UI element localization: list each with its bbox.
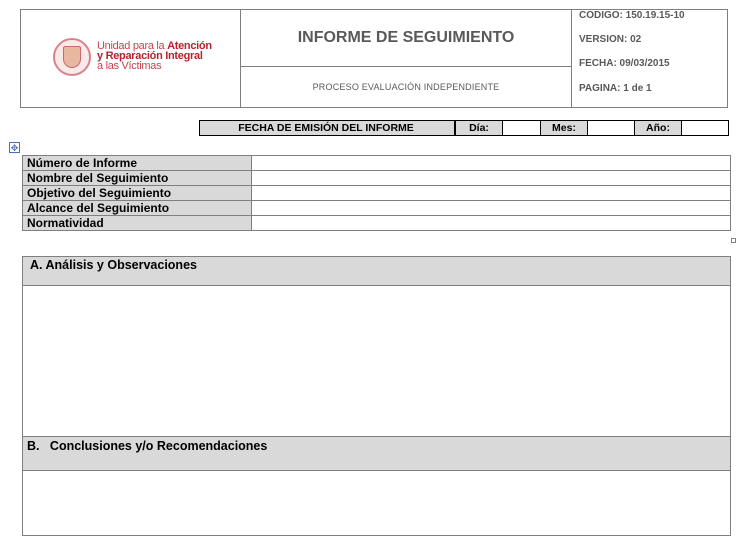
tracking-name-field[interactable] [252,171,731,186]
year-label: Año: [646,122,670,134]
pagina-text: PAGINA: 1 de 1 [579,83,652,94]
tracking-name-label: Nombre del Seguimiento [23,171,252,186]
day-label: Día: [469,122,489,134]
section-a-body[interactable] [23,286,730,436]
table-row [23,216,731,231]
fecha-text: FECHA: 09/03/2015 [579,58,670,69]
tracking-scope-label: Alcance del Seguimiento [23,201,252,216]
regulations-field[interactable] [252,216,731,231]
table-row [23,156,731,171]
logo-line2: y Reparación Integral [97,50,203,62]
table-row [23,186,731,201]
emission-date-label-cell [199,120,455,136]
logo-line1: Unidad para la [97,40,168,52]
table-resize-handle[interactable] [731,238,736,243]
report-number-field[interactable] [252,156,731,171]
month-label: Mes: [552,122,576,134]
logo-line1-bold: Atención [167,40,212,52]
section-conclusions [22,436,731,536]
logo-line3: a las Víctimas [97,60,162,72]
tracking-objective-field[interactable] [252,186,731,201]
year-label-cell [634,120,682,136]
tracking-objective-label: Objetivo del Seguimiento [23,186,252,201]
emblem-shield [63,46,81,68]
report-number-label: Número de Informe [23,156,252,171]
organization-logo-text [97,41,212,71]
document-title: INFORME DE SEGUIMIENTO [241,10,571,67]
colombia-emblem-icon [53,38,91,76]
day-field[interactable] [502,120,541,136]
month-label-cell [540,120,588,136]
section-a-title: A. Análisis y Observaciones [23,257,730,286]
emission-date-label: FECHA DE EMISIÓN DEL INFORME [238,122,414,134]
table-row [23,201,731,216]
table-move-icon[interactable]: ✥ [10,143,19,153]
metadata-cell [572,10,727,107]
section-analysis [22,256,731,437]
section-b-body[interactable] [23,471,730,533]
logo-cell [21,10,241,107]
section-b-title: B. Conclusiones y/o Recomendaciones [23,437,730,471]
codigo-text: CODIGO: 150.19.15-10 [579,10,685,21]
document-header [20,9,728,108]
title-cell [241,10,572,107]
month-field[interactable] [587,120,635,136]
day-label-cell [455,120,503,136]
info-table [22,155,731,231]
year-field[interactable] [681,120,729,136]
table-row [23,171,731,186]
version-text: VERSION: 02 [579,34,642,45]
tracking-scope-field[interactable] [252,201,731,216]
regulations-label: Normatividad [23,216,252,231]
process-subtitle: PROCESO EVALUACIÓN INDEPENDIENTE [312,82,500,92]
